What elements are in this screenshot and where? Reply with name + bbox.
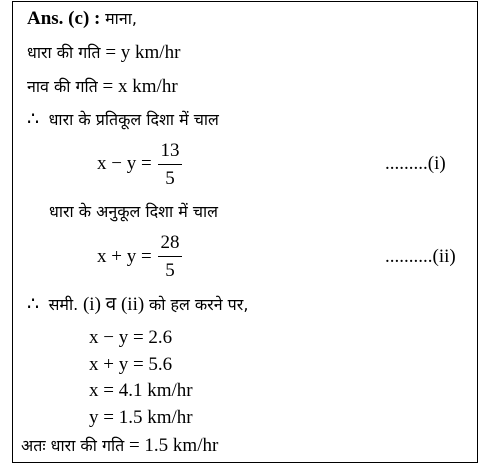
equation-2-tag: ..........(ii) [385, 246, 456, 267]
equation-1-fraction [158, 140, 182, 190]
answer-label: Ans. (c) : [27, 8, 101, 29]
equation-1-lhs: x − y = [97, 153, 152, 174]
equation-2-lhs: x + y = [97, 246, 152, 267]
upstream-label: धारा के प्रतिकूल दिशा में चाल [48, 110, 219, 129]
solve-equation-label: समी. [48, 295, 79, 314]
equation-1-denominator: 5 [165, 168, 175, 189]
equation-1-numerator: 13 [160, 140, 180, 161]
boat-speed-label: नाव की गति [27, 77, 98, 96]
assume-word: माना, [105, 9, 137, 28]
result-3: x = 4.1 km/hr [89, 380, 193, 401]
answer-box [12, 1, 478, 463]
fraction-bar [158, 256, 182, 257]
equation-2-denominator: 5 [165, 260, 175, 281]
result-4: y = 1.5 km/hr [89, 407, 193, 428]
therefore-symbol: ∴ [27, 294, 40, 315]
stream-speed-value: = y km/hr [100, 42, 181, 63]
solve-rest-label: को हल करने पर, [148, 295, 249, 314]
boat-speed-value: = x km/hr [97, 76, 178, 97]
solve-line [27, 294, 248, 316]
fraction-bar [158, 164, 182, 165]
upstream-line [27, 109, 219, 131]
equation-2-fraction [158, 232, 182, 282]
equation-1-tag: .........(i) [385, 153, 446, 174]
stream-speed-label: धारा की गति [27, 43, 101, 62]
equation-refs: (i) व (ii) [82, 294, 145, 315]
result-2: x + y = 5.6 [89, 354, 173, 375]
boat-speed-line [27, 76, 178, 98]
answer-header [27, 8, 137, 30]
result-1: x − y = 2.6 [89, 327, 173, 348]
downstream-line [49, 201, 218, 223]
final-answer-value: = 1.5 km/hr [124, 435, 219, 456]
therefore-symbol: ∴ [27, 109, 40, 130]
final-answer-line [21, 435, 218, 457]
downstream-label: धारा के अनुकूल दिशा में चाल [49, 202, 219, 221]
final-answer-label: अतः धारा की गति [21, 436, 125, 455]
equation-2-numerator: 28 [160, 232, 180, 253]
stream-speed-line [27, 42, 180, 64]
